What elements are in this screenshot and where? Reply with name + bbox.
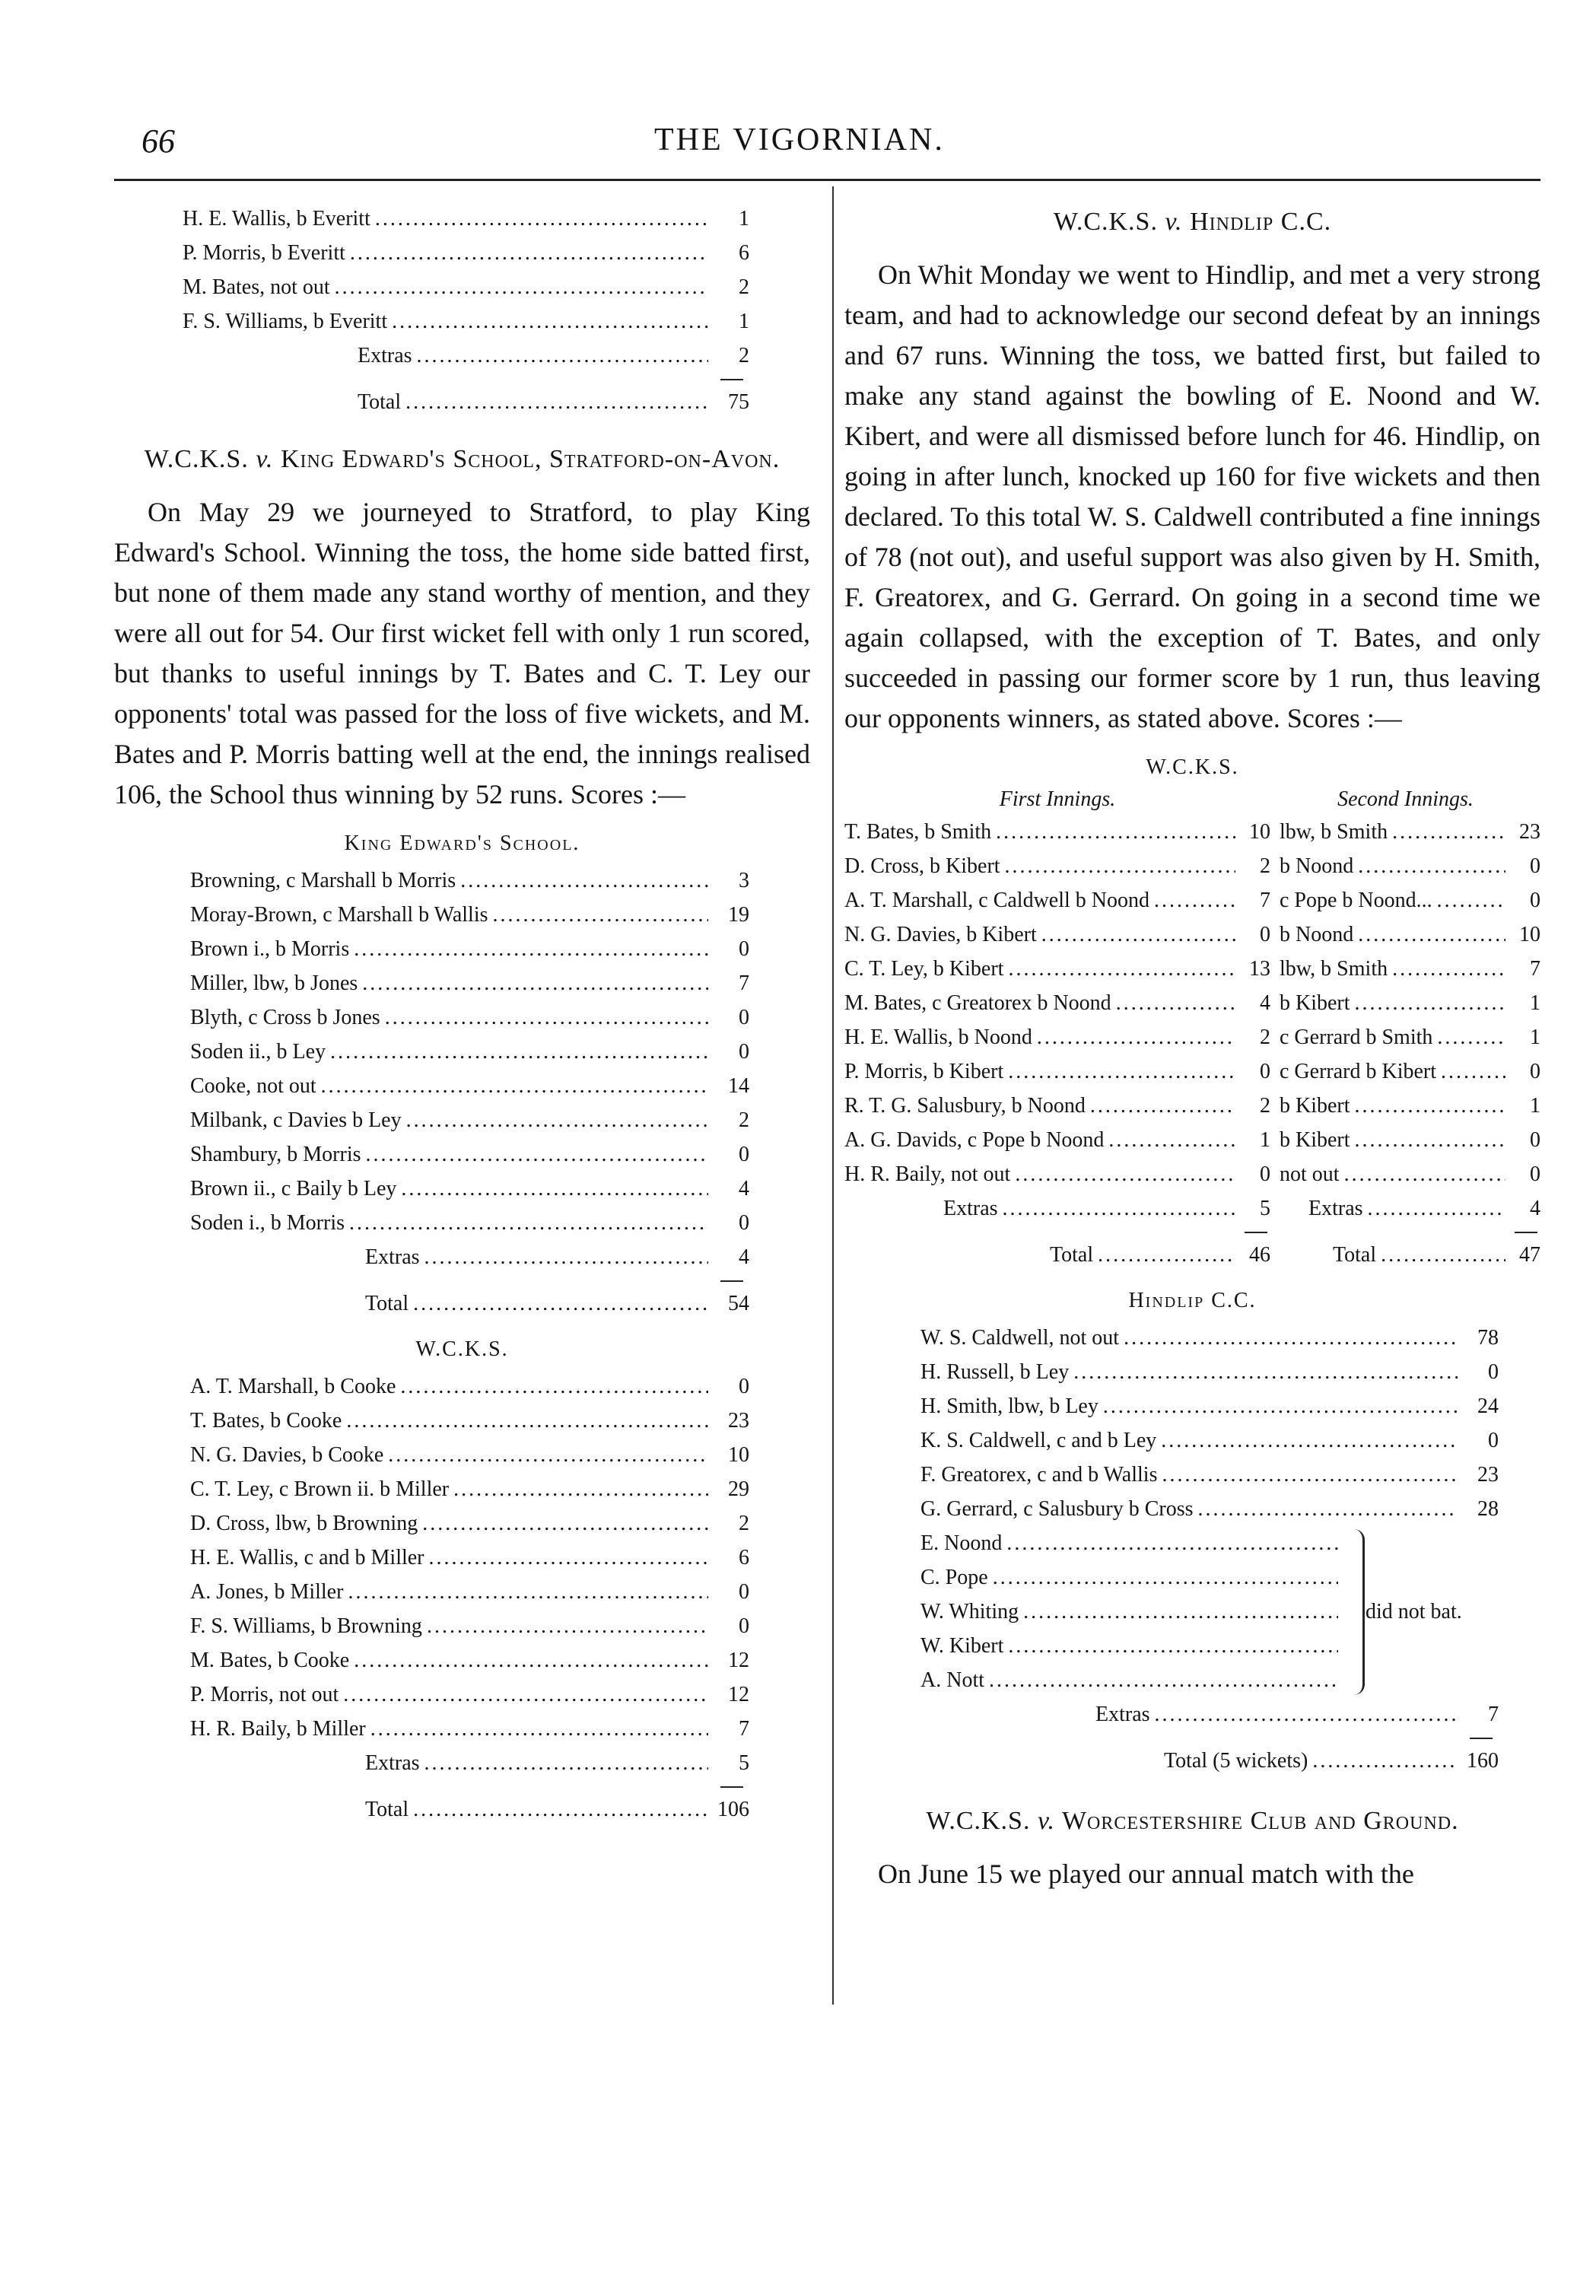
total-label: Total — [358, 390, 402, 414]
total-rule — [720, 1786, 743, 1788]
two-innings-row — [844, 1020, 1540, 1054]
wcks-scorecard — [114, 1369, 810, 1827]
player-name: C. Pope — [920, 1566, 988, 1589]
total-rule — [1470, 1738, 1493, 1739]
batting-row — [190, 1609, 749, 1643]
extras-row — [920, 1697, 1499, 1732]
batting-row — [190, 1506, 749, 1541]
batting-row — [190, 1712, 749, 1746]
batsman-dismissal: A. T. Marshall, b Cooke — [190, 1375, 396, 1398]
runs: 6 — [739, 1546, 749, 1569]
extras-label: Extras — [365, 1751, 420, 1775]
batsman-dismissal: C. T. Ley, c Brown ii. b Miller — [190, 1477, 450, 1501]
first-innings-runs: 2 — [1260, 1094, 1270, 1118]
hindlip-rows — [920, 1321, 1499, 1526]
batting-row — [183, 304, 749, 339]
page-number: 66 — [141, 122, 175, 160]
runs: 10 — [728, 1443, 749, 1467]
extras-label: Extras — [365, 1245, 420, 1269]
batting-row — [190, 1677, 749, 1712]
player-name: W. Kibert — [920, 1634, 1004, 1658]
match-title-team: W.C.K.S. — [1053, 208, 1165, 236]
batting-row — [190, 1575, 749, 1609]
total-runs: 54 — [728, 1292, 749, 1315]
first-innings-runs: 4 — [1260, 991, 1270, 1015]
did-not-bat-row — [920, 1560, 1343, 1595]
batting-row — [190, 1404, 749, 1438]
match-title-versus: v. — [1037, 1807, 1056, 1835]
match-title-opponent: King Edward's School, Stratford-on-Avon. — [273, 445, 781, 473]
runs: 0 — [739, 937, 749, 961]
second-total-runs: 47 — [1519, 1243, 1540, 1267]
batsman-dismissal: Moray-Brown, c Marshall b Wallis — [190, 903, 488, 927]
extras-runs: 7 — [1488, 1703, 1499, 1726]
total-runs: 75 — [728, 390, 749, 414]
batting-row — [920, 1492, 1499, 1526]
second-extras-runs: 4 — [1530, 1197, 1540, 1220]
total-label: Total — [365, 1292, 409, 1315]
did-not-bat-label: did not bat. — [1366, 1600, 1462, 1623]
batsman-dismissal: H. E. Wallis, c and b Miller — [190, 1546, 424, 1569]
player-name: W. Whiting — [920, 1600, 1019, 1623]
batting-row — [190, 1206, 749, 1240]
batting-row — [920, 1423, 1499, 1458]
match-title-team: W.C.K.S. — [144, 445, 256, 473]
batsman-dismissal: H. Smith, lbw, b Ley — [920, 1394, 1098, 1418]
batting-row — [183, 202, 749, 236]
second-innings-dismissal: c Pope b Noond... — [1280, 889, 1432, 912]
extras-label: Extras — [358, 344, 412, 367]
batsman-dismissal: F. S. Williams, b Browning — [190, 1614, 422, 1638]
header-rule — [114, 179, 1540, 181]
batsman-dismissal: H. R. Baily, b Miller — [190, 1717, 366, 1741]
second-innings-runs: 7 — [1530, 957, 1540, 981]
batsman-dismissal: M. Bates, not out — [183, 275, 330, 299]
first-innings-runs: 2 — [1260, 854, 1270, 878]
batsman-dismissal: P. Morris, not out — [190, 1683, 339, 1706]
second-total-label: Total — [1333, 1243, 1377, 1267]
runs: 14 — [728, 1074, 749, 1098]
runs: 0 — [739, 1006, 749, 1029]
match-report-worcestershire: On June 15 we played our annual match with the — [878, 1859, 1414, 1889]
first-innings-dismissal: R. T. G. Salusbury, b Noond — [844, 1094, 1086, 1118]
batsman-dismissal: Soden i., b Morris — [190, 1211, 345, 1235]
batsman-dismissal: N. G. Davies, b Cooke — [190, 1443, 384, 1467]
first-innings-dismissal: N. G. Davies, b Kibert — [844, 923, 1037, 946]
runs: 0 — [739, 1143, 749, 1166]
first-innings-runs: 0 — [1260, 1162, 1270, 1186]
wcks-rows — [190, 1369, 749, 1746]
king-edwards-innings-title: King Edward's School. — [344, 832, 580, 855]
previous-innings-scorecard — [114, 202, 810, 419]
match-title-worcestershire — [844, 1801, 1540, 1842]
total-row — [183, 385, 749, 419]
batting-row — [190, 1000, 749, 1035]
did-not-bat-group — [920, 1526, 1499, 1697]
runs: 1 — [739, 310, 749, 333]
running-title: THE VIGORNIAN. — [654, 122, 945, 157]
batting-row — [190, 1172, 749, 1206]
runs: 0 — [739, 1580, 749, 1604]
total-label: Total (5 wickets) — [1164, 1749, 1308, 1773]
second-innings-runs: 0 — [1530, 1128, 1540, 1152]
two-innings-row — [844, 1054, 1540, 1089]
second-innings-dismissal: c Gerrard b Kibert — [1280, 1060, 1437, 1083]
runs: 0 — [739, 1040, 749, 1064]
first-innings-dismissal: H. E. Wallis, b Noond — [844, 1026, 1032, 1049]
batsman-dismissal: W. S. Caldwell, not out — [920, 1326, 1120, 1350]
second-extras-label: Extras — [1308, 1197, 1363, 1220]
first-innings-runs: 0 — [1260, 923, 1270, 946]
batting-row — [190, 966, 749, 1000]
first-innings-dismissal: A. T. Marshall, c Caldwell b Noond — [844, 889, 1150, 912]
runs: 12 — [728, 1649, 749, 1672]
batsman-dismissal: Miller, lbw, b Jones — [190, 972, 358, 995]
match-title-opponent: Worcestershire Club and Ground. — [1055, 1807, 1459, 1835]
first-innings-runs: 0 — [1260, 1060, 1270, 1083]
batsman-dismissal: H. E. Wallis, b Everitt — [183, 207, 370, 231]
two-innings-row — [844, 952, 1540, 986]
king-edwards-rows — [190, 863, 749, 1240]
did-not-bat-row — [920, 1595, 1343, 1629]
runs: 0 — [1488, 1429, 1499, 1452]
total-label: Total — [365, 1798, 409, 1821]
runs: 7 — [739, 1717, 749, 1741]
two-innings-row — [844, 849, 1540, 883]
runs: 4 — [739, 1177, 749, 1200]
second-innings-runs: 1 — [1530, 991, 1540, 1015]
second-innings-dismissal: b Kibert — [1280, 1128, 1350, 1152]
second-innings-runs: 10 — [1519, 923, 1540, 946]
first-innings-heading: First Innings. — [999, 787, 1116, 811]
runs: 6 — [739, 241, 749, 265]
batsman-dismissal: K. S. Caldwell, c and b Ley — [920, 1429, 1157, 1452]
match-report-king-edwards: On May 29 we journeyed to Stratford, to play King Edward's School. Winning the toss, the home side batted first, but none of them made any stand worthy of mention, and they were all out for 54. Our first wicket fell with only 1 run scored, but thanks to useful innings by T. Bates and C. T. Ley our opponents' total was passed for the loss of five wickets, and M. Bates and P. Morris batting well at the end, the innings realised 106, the School thus winning by 52 runs. Scores :— — [114, 497, 810, 809]
batsman-dismissal: M. Bates, b Cooke — [190, 1649, 350, 1672]
king-edwards-scorecard — [114, 863, 810, 1321]
match-title-king-edwards — [114, 439, 810, 480]
did-not-bat-row — [920, 1526, 1343, 1560]
total-row — [190, 1792, 749, 1827]
batting-row — [190, 1472, 749, 1506]
second-innings-dismissal: b Kibert — [1280, 991, 1350, 1015]
runs: 23 — [1477, 1463, 1499, 1487]
second-innings-runs: 0 — [1530, 1162, 1540, 1186]
runs: 23 — [728, 1409, 749, 1433]
hindlip-scorecard — [920, 1321, 1499, 1778]
batting-row — [190, 898, 749, 932]
batsman-dismissal: Brown i., b Morris — [190, 937, 350, 961]
first-extras-label: Extras — [943, 1197, 998, 1220]
runs: 0 — [1488, 1360, 1499, 1384]
batsman-dismissal: Cooke, not out — [190, 1074, 316, 1098]
second-innings-heading: Second Innings. — [1337, 787, 1474, 811]
first-innings-runs: 7 — [1260, 889, 1270, 912]
second-innings-runs: 1 — [1530, 1026, 1540, 1049]
second-innings-dismissal: b Noond — [1280, 854, 1354, 878]
two-innings-row — [844, 1089, 1540, 1123]
extras-row — [190, 1746, 749, 1780]
hindlip-innings-title: Hindlip C.C. — [1128, 1289, 1257, 1312]
match-title-team: W.C.K.S. — [926, 1807, 1038, 1835]
total-runs: 106 — [717, 1798, 749, 1821]
second-innings-runs: 0 — [1530, 854, 1540, 878]
runs: 12 — [728, 1683, 749, 1706]
runs: 29 — [728, 1477, 749, 1501]
batting-row — [920, 1389, 1499, 1423]
first-innings-dismissal: M. Bates, c Greatorex b Noond — [844, 991, 1111, 1015]
second-innings-dismissal: lbw, b Smith — [1280, 820, 1388, 844]
two-innings-row — [844, 883, 1540, 917]
extras-runs: 2 — [739, 344, 749, 367]
runs: 78 — [1477, 1326, 1499, 1350]
batsman-dismissal: Soden ii., b Ley — [190, 1040, 326, 1064]
two-innings-row — [844, 1157, 1540, 1191]
runs: 0 — [739, 1614, 749, 1638]
wcks-two-innings-title: W.C.K.S. — [1146, 755, 1239, 779]
runs: 7 — [739, 972, 749, 995]
batsman-dismissal: Shambury, b Morris — [190, 1143, 361, 1166]
batsman-dismissal: H. Russell, b Ley — [920, 1360, 1070, 1384]
player-name: A. Nott — [920, 1668, 984, 1692]
batsman-dismissal: G. Gerrard, c Salusbury b Cross — [920, 1497, 1194, 1521]
runs: 0 — [739, 1375, 749, 1398]
first-innings-dismissal: T. Bates, b Smith — [844, 820, 992, 844]
first-innings-dismissal: C. T. Ley, b Kibert — [844, 957, 1004, 981]
extras-row — [183, 339, 749, 373]
batsman-dismissal: F. Greatorex, c and b Wallis — [920, 1463, 1158, 1487]
extras-runs: 4 — [739, 1245, 749, 1269]
runs: 24 — [1477, 1394, 1499, 1418]
second-innings-runs: 0 — [1530, 1060, 1540, 1083]
left-column — [114, 202, 810, 1827]
first-innings-runs: 2 — [1260, 1026, 1270, 1049]
batsman-dismissal: P. Morris, b Everitt — [183, 241, 345, 265]
batsman-dismissal: T. Bates, b Cooke — [190, 1409, 342, 1433]
second-innings-dismissal: b Noond — [1280, 923, 1354, 946]
second-innings-dismissal: not out — [1280, 1162, 1340, 1186]
total-row — [920, 1744, 1499, 1778]
wcks-two-innings-rows — [844, 815, 1540, 1191]
player-name: E. Noond — [920, 1531, 1003, 1555]
dual-extras-row — [844, 1191, 1540, 1226]
batting-row — [920, 1355, 1499, 1389]
two-innings-row — [844, 917, 1540, 952]
second-innings-dismissal: b Kibert — [1280, 1094, 1350, 1118]
batting-row — [190, 1369, 749, 1404]
previous-innings-rows — [183, 202, 749, 339]
batsman-dismissal: Blyth, c Cross b Jones — [190, 1006, 380, 1029]
two-innings-row — [844, 815, 1540, 849]
wcks-innings-title: W.C.K.S. — [415, 1337, 509, 1361]
second-innings-dismissal: c Gerrard b Smith — [1280, 1026, 1433, 1049]
batsman-dismissal: Browning, c Marshall b Morris — [190, 869, 456, 892]
right-column — [844, 202, 1540, 1894]
second-innings-runs: 1 — [1530, 1094, 1540, 1118]
match-title-hindlip — [844, 202, 1540, 243]
second-total-rule — [1515, 1232, 1537, 1233]
runs: 3 — [739, 869, 749, 892]
batting-row — [190, 1069, 749, 1103]
first-innings-dismissal: D. Cross, b Kibert — [844, 854, 1000, 878]
batsman-dismissal: A. Jones, b Miller — [190, 1580, 344, 1604]
first-innings-runs: 1 — [1260, 1128, 1270, 1152]
did-not-bat-brace — [1350, 1529, 1365, 1695]
batting-row — [920, 1321, 1499, 1355]
match-title-versus: v. — [1165, 208, 1183, 236]
first-innings-runs: 10 — [1249, 820, 1270, 844]
runs: 0 — [739, 1211, 749, 1235]
batting-row — [183, 236, 749, 270]
extras-label: Extras — [1095, 1703, 1150, 1726]
batting-row — [190, 1541, 749, 1575]
runs: 2 — [739, 1512, 749, 1535]
innings-headings — [844, 787, 1540, 812]
batting-row — [190, 1137, 749, 1172]
first-innings-dismissal: A. G. Davids, c Pope b Noond — [844, 1128, 1105, 1152]
batting-row — [190, 1103, 749, 1137]
batting-row — [190, 1438, 749, 1472]
first-total-rule — [1245, 1232, 1267, 1233]
batting-row — [183, 270, 749, 304]
batsman-dismissal: Brown ii., c Baily b Ley — [190, 1177, 397, 1200]
first-innings-dismissal: P. Morris, b Kibert — [844, 1060, 1004, 1083]
did-not-bat-row — [920, 1663, 1343, 1697]
first-total-label: Total — [1050, 1243, 1094, 1267]
dual-total-rules — [844, 1226, 1540, 1238]
total-rule — [720, 379, 743, 380]
match-title-versus: v. — [256, 445, 274, 473]
runs: 2 — [739, 275, 749, 299]
first-total-runs: 46 — [1249, 1243, 1270, 1267]
total-row — [190, 1286, 749, 1321]
runs: 2 — [739, 1108, 749, 1132]
runs: 1 — [739, 207, 749, 231]
runs: 28 — [1477, 1497, 1499, 1521]
two-innings-row — [844, 1123, 1540, 1157]
batsman-dismissal: F. S. Williams, b Everitt — [183, 310, 388, 333]
total-rule — [720, 1280, 743, 1282]
extras-row — [190, 1240, 749, 1274]
second-innings-runs: 0 — [1530, 889, 1540, 912]
match-report-hindlip: On Whit Monday we went to Hindlip, and met a very strong team, and had to acknowledge our second defeat by an innings and 67 runs. Winning the toss, we batted first, but failed to make any stand against the bowling of E. Noond and W. Kibert, and were all dismissed before lunch for 46. Hindlip, on going in after lunch, knocked up 160 for five wickets and then declared. To this total W. S. Caldwell contributed a fine innings of 78 (not out), and useful support was also given by H. Smith, F. Greatorex, and G. Gerrard. On going in a second time we again collapsed, with the exception of T. Bates, and only succeeded in passing our former score by 1 run, thus leaving our opponents winners, as stated above. Scores :— — [844, 259, 1540, 733]
extras-runs: 5 — [739, 1751, 749, 1775]
batsman-dismissal: D. Cross, lbw, b Browning — [190, 1512, 418, 1535]
batting-row — [920, 1458, 1499, 1492]
two-innings-row — [844, 986, 1540, 1020]
dual-total-row — [844, 1238, 1540, 1272]
batting-row — [190, 1035, 749, 1069]
first-innings-runs: 13 — [1249, 957, 1270, 981]
first-extras-runs: 5 — [1260, 1197, 1270, 1220]
did-not-bat-row — [920, 1629, 1343, 1663]
column-divider — [832, 186, 834, 2005]
batting-row — [190, 932, 749, 966]
first-innings-dismissal: H. R. Baily, not out — [844, 1162, 1011, 1186]
second-innings-dismissal: lbw, b Smith — [1280, 957, 1388, 981]
batting-row — [190, 863, 749, 898]
batting-row — [190, 1643, 749, 1677]
batsman-dismissal: Milbank, c Davies b Ley — [190, 1108, 402, 1132]
match-title-opponent: Hindlip C.C. — [1182, 208, 1332, 236]
total-runs: 160 — [1467, 1749, 1499, 1773]
runs: 19 — [728, 903, 749, 927]
second-innings-runs: 23 — [1519, 820, 1540, 844]
